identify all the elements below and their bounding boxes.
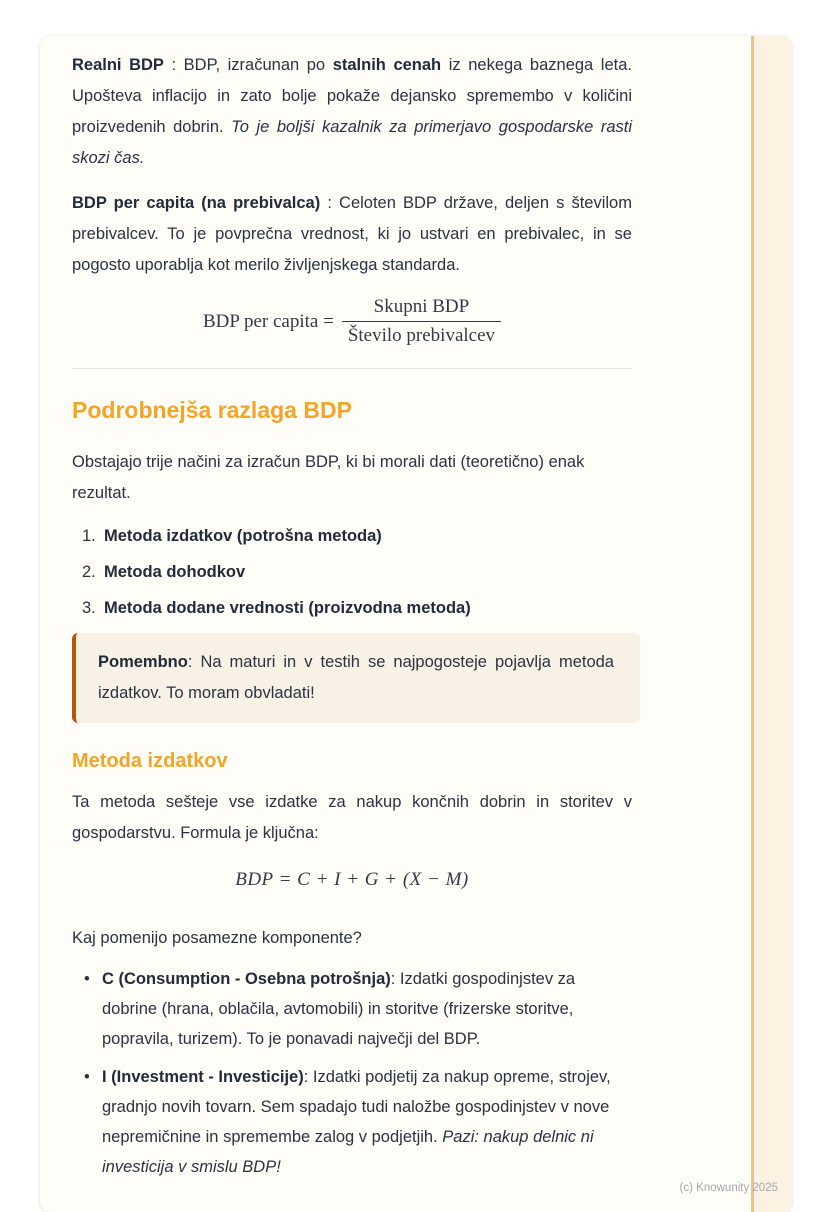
- list-item-number: 2.: [82, 563, 96, 581]
- methods-numbered-list: [72, 521, 664, 623]
- document-content: [40, 36, 664, 1212]
- paragraph-bdp-per-capita: BDP per capita (na prebivalca) : Celoten BDP države, deljen s številom prebivalcev. To je povprečna vrednost, ki jo ustvari en prebivalec, in se pogosto uporablja kot merilo življenjskega standarda.: [72, 194, 632, 274]
- knowunity-watermark: (c) Knowunity 2025: [679, 1182, 778, 1194]
- callout-text: Pomembno: Na maturi in v testih se najpogosteje pojavlja metoda izdatkov. To moram obvladati!: [98, 653, 614, 702]
- numbered-list-item: [72, 557, 664, 587]
- paragraph-metoda: Ta metoda sešteje vse izdatke za nakup končnih dobrin in storitev v gospodarstvu. Formula je ključna:: [72, 793, 632, 842]
- fraction: [342, 295, 501, 348]
- bullet-list-item: • C (Consumption - Osebna potrošnja): Izdatki gospodinjstev za dobrine (hrana, oblačila, avtomobili) in storitve (frizerske storitve, popravila, turizem). To je ponavadi največji del BDP.: [72, 964, 632, 1054]
- numbered-list-item: [72, 521, 664, 551]
- heading-podrobnejsa-razlaga: Podrobnejša razlaga BDP: [72, 397, 352, 423]
- fraction-denominator: Število prebivalcev: [342, 321, 501, 348]
- list-item-label: Metoda dodane vrednosti (proizvodna metoda): [104, 599, 471, 617]
- bullet-icon: •: [84, 1068, 90, 1086]
- list-item-label: Metoda izdatkov (potrošna metoda): [104, 527, 382, 545]
- formula-bdp-equation: BDP = C + I + G + (X − M): [235, 869, 469, 890]
- important-callout: [72, 633, 640, 723]
- document-card: [40, 36, 792, 1212]
- numbered-list-item: [72, 593, 664, 623]
- paragraph-intro: Obstajajo trije načini za izračun BDP, ki bi morali dati (teoretično) enak rezultat.: [72, 453, 585, 502]
- paragraph-realni-bdp: Realni BDP : BDP, izračunan po stalnih cenah iz nekega baznega leta. Upošteva inflacijo in zato bolje pokaže dejansko spremembo v količini proizvedenih dobrin. To je boljši kazalnik za primerjavo gospodarske rasti skozi čas.: [72, 56, 633, 167]
- formula-lhs: BDP per capita =: [202, 310, 334, 332]
- heading-metoda-izdatkov: Metoda izdatkov: [72, 750, 228, 772]
- list-item-number: 1.: [82, 527, 96, 545]
- section-divider: [72, 368, 632, 369]
- bullet-list-item: • I (Investment - Investicije): Izdatki podjetij za nakup opreme, strojev, gradnjo novih tovarn. Sem spadajo tudi naložbe gospodinjstev v nove nepremičnine in spremembe zalog v podjetjih. Pazi: nakup delnic ni investicija v smislu BDP!: [72, 1062, 632, 1182]
- fraction-numerator: Skupni BDP: [373, 296, 470, 317]
- components-bullet-list: [72, 964, 664, 1182]
- list-item-label: Metoda dohodkov: [104, 563, 246, 581]
- list-item-number: 3.: [82, 599, 96, 617]
- side-accent-strip: [751, 36, 792, 1212]
- formula-bdp-per-capita: [72, 295, 632, 348]
- paragraph-komponente: Kaj pomenijo posamezne komponente?: [72, 929, 362, 947]
- bullet-icon: •: [84, 970, 90, 988]
